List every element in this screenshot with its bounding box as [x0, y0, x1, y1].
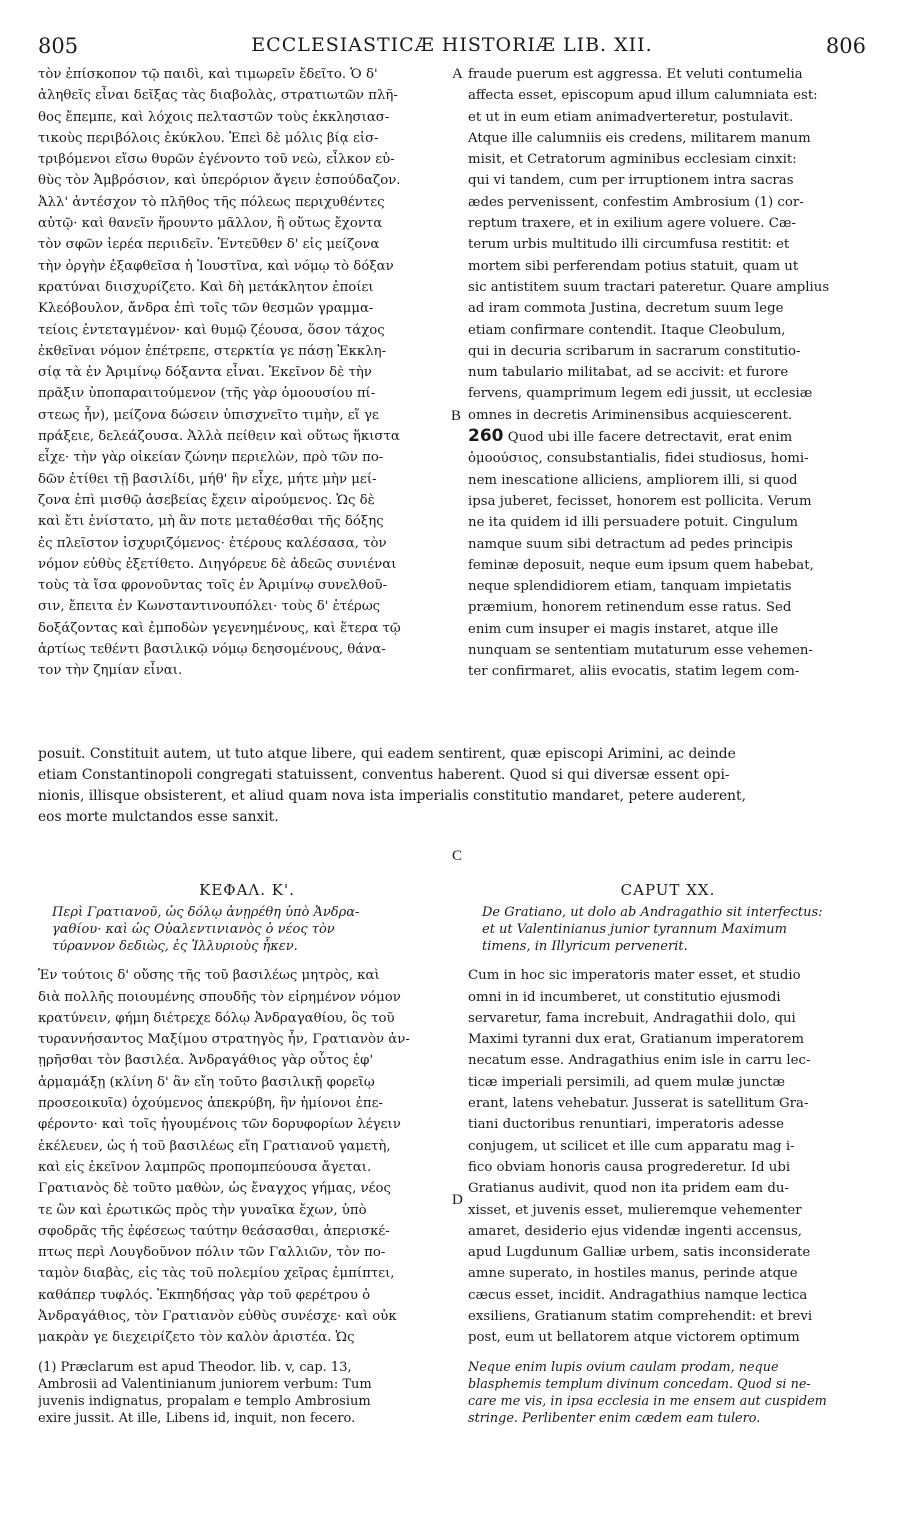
latin-line-text: Quod ubi ille facere detrectavit, erat enim	[507, 430, 793, 446]
latin-line: erant, latens vehebatur. Jusserat is satellitum Gra-	[468, 1096, 809, 1112]
latin-line: num tabulario militabat, ad se accivit: et furore	[468, 365, 789, 381]
footnote-line: juvenis indignatus, propalam e templo Ambrosium	[38, 1393, 371, 1409]
greek-line: Ἀλλ' ἀντέσχον τὸ πλῆθος τῆς πόλεως περιχυθέντες	[38, 194, 385, 210]
greek-line: κρατύναι διισχυρίζετο. Καὶ δὴ μετάκλητον ἐποίει	[38, 279, 374, 295]
greek-line: καθάπερ τυφλός. Ἐκπηδήσας γὰρ τοῦ φερέτρου ὁ	[38, 1287, 371, 1303]
greek-line: ἀρτίως τεθέντι βασιλικῷ νόμῳ δεησομένους, θάνα-	[38, 642, 386, 658]
latin-line: neque splendidiorem etiam, tanquam impietatis	[468, 579, 792, 595]
greek-line: ταμὸν διαβὰς, εἰς τὰς τοῦ πολεμίου χεῖρας ἐμπίπτει,	[38, 1266, 395, 1282]
latin-line: nem inescatione alliciens, ampliorem illi, si quod	[468, 472, 798, 488]
greek-line: νόμον εὐθὺς ἐξετίθετο. Διηγόρευε δὲ ἀδεῶς συνιέναι	[38, 556, 397, 572]
greek-chapter-summary: γαθίου· καὶ ὡς Οὐαλεντινιανὸς ὁ νέος τὸν	[52, 922, 335, 938]
footnote-line: care me vis, in ipsa ecclesia in me ensem aut cuspidem	[468, 1393, 827, 1409]
latin-line: nunquam se sententiam mutaturum esse vehemen-	[468, 643, 813, 659]
greek-line: τὸν σφῶν ἱερέα περιιδεῖν. Ἐντεῦθεν δ' εἰς μείζονα	[38, 237, 380, 253]
greek-line: πρᾶξιν ὑποπαραιτούμενον (τῆς γὰρ ὁμοουσίου πί-	[38, 386, 376, 402]
margin-letter-d: D	[452, 1192, 463, 1208]
latin-chapter	[468, 880, 868, 1427]
spacer	[38, 955, 456, 965]
latin-line: Gratianus audivit, quod non ita pridem eam du-	[468, 1181, 789, 1197]
greek-line: ῃρῆσθαι τὸν βασιλέα. Ἀνδραγάθιος γὰρ οὗτος ἐφ'	[38, 1053, 374, 1069]
latin-line: terum urbis multitudo illi circumfusa restitit: et	[468, 237, 790, 253]
spacer	[468, 1349, 868, 1359]
latin-line: apud Lugdunum Galliæ urbem, satis inconsiderate	[468, 1245, 811, 1261]
full-line: posuit. Constituit autem, ut tuto atque libere, qui eadem sentirent, quæ episcopi Arimini, ac deinde	[38, 746, 736, 762]
latin-line: sic antistitem suum tractari pateretur. Quare amplius	[468, 279, 830, 295]
full-line: nionis, illisque obsisterent, et aliud quam nova ista imperialis constitutio mandaret, petere auderent,	[38, 788, 746, 804]
latin-line: post, eum ut bellatorem atque victorem optimum	[468, 1330, 800, 1346]
running-title: ECCLESIASTICÆ HISTORIÆ LIB. XII.	[251, 34, 653, 56]
latin-line: qui vi tandem, cum per irruptionem intra sacras	[468, 173, 794, 189]
latin-line: ne ita quidem id illi persuadere potuit. Cingulum	[468, 515, 799, 531]
greek-line: Κλεόβουλον, ἄνδρα ἐπὶ τοῖς τῶν θεσμῶν γραμμα-	[38, 301, 374, 317]
greek-line: ἀληθεῖς εἶναι δεῖξας τὰς διαβολὰς, στρατιωτῶν πλῆ-	[38, 88, 398, 104]
latin-line: fervens, quamprimum legem edi jussit, ut ecclesiæ	[468, 386, 813, 402]
latin-line: fraude puerum est aggressa. Et veluti contumelia	[468, 67, 803, 82]
latin-chapter-heading: CAPUT XX.	[620, 881, 716, 899]
greek-line: κρατύνειν, φήμη διέτρεχε δόλῳ Ἀνδραγαθίου, ὃς τοῦ	[38, 1010, 395, 1026]
footnote-line: exire jussit. At ille, Libens id, inquit, non fecero.	[38, 1410, 356, 1426]
greek-line: καὶ ἔτι ἐνίστατο, μὴ ἂν ποτε μεταθέσθαι τῆς δόξης	[38, 514, 384, 530]
latin-full-width-paragraph	[38, 744, 868, 828]
greek-line: ἐκέλευεν, ὡς ἡ τοῦ βασιλέως εἴη Γρατιανοῦ γαμετὴ,	[38, 1138, 391, 1154]
latin-line: Maximi tyranni dux erat, Gratianum imperatorem	[468, 1032, 804, 1048]
margin-letter-c: C	[452, 848, 463, 864]
latin-line: ipsa juberet, fecisset, honorem est pollicita. Verum	[468, 493, 812, 509]
footnote-line: stringe. Perlibenter enim cædem eam tulero.	[468, 1410, 761, 1426]
latin-line: fico obviam honoris causa progrederetur. Id ubi	[468, 1159, 791, 1175]
greek-line: τείοις ἐντεταγμένον· καὶ θυμῷ ζέουσα, ὅσον τάχος	[38, 322, 385, 338]
greek-line: ἐς πλεῖστον ἰσχυριζόμενος· ἑτέρους καλέσασα, τὸν	[38, 535, 387, 551]
greek-line: σφοδρᾶς τῆς ἐφέσεως ταύτην θεάσασθαι, ἀπερισκέ-	[38, 1223, 390, 1239]
greek-line: μακρὰν γε διεχειρίζετο τὸν καλὸν ἀριστέα. Ὡς	[38, 1330, 355, 1346]
greek-line: ζονα ἐπὶ μισθῷ ἀσεβείας ἔχειν αἱρούμενος. Ὡς δὲ	[38, 492, 375, 508]
latin-line: ad iram commota Justina, decretum suum lege	[468, 301, 784, 317]
latin-line: servaretur, fama increbuit, Andragathii dolo, qui	[468, 1010, 796, 1026]
latin-chapter-summary: et ut Valentinianus junior tyrannum Maximum	[482, 922, 787, 938]
latin-chapter-summary: timens, in Illyricum pervenerit.	[482, 939, 688, 955]
latin-line: xisset, et juvenis esset, mulieremque vehementer	[468, 1202, 802, 1218]
greek-chapter-heading: ΚΕΦΑΛ. Κ'.	[199, 881, 295, 899]
latin-line: amaret, desiderio ejus videndæ ingenti accensus,	[468, 1223, 802, 1239]
greek-line: διὰ πολλῆς ποιουμένης σπουδῆς τὸν εἰρημένον νόμον	[38, 989, 401, 1005]
latin-line: amne superato, in hostiles manus, perinde atque	[468, 1266, 798, 1282]
greek-line: τὴν ὀργὴν ἐξαφθεῖσα ἡ Ἰουστῖνα, καὶ νόμῳ τὸ δόξαν	[38, 258, 394, 274]
latin-line: Cum in hoc sic imperatoris mater esset, et studio	[468, 968, 801, 984]
latin-line: reptum traxere, et in exilium agere voluere. Cæ-	[468, 216, 796, 232]
latin-line: ticæ imperiali persimili, ad quem mulæ junctæ	[468, 1074, 786, 1090]
greek-line: ἁρμαμάξῃ (κλίνη δ' ἂν εἴη τοῦτο βασιλικῇ φορεῖῳ	[38, 1074, 375, 1090]
greek-line: αὐτῷ· καὶ θανεῖν ἥρουντο μᾶλλον, ἢ οὕτως ἔχοντα	[38, 216, 383, 232]
greek-line: τυραννήσαντος Μαξίμου στρατηγὸς ἦν, Γρατιανὸν ἀν-	[38, 1032, 410, 1048]
greek-line: εἶχε· τὴν γὰρ οἰκείαν ζώνην περιελὼν, πρὸ τῶν πο-	[38, 450, 384, 466]
greek-line: θος ἔπεμπε, καὶ λόχοις πελταστῶν τοὺς ἐκκλησιασ-	[38, 109, 390, 125]
latin-line: qui in decuria scribarum in sacrarum constitutio-	[468, 343, 801, 359]
full-line: etiam Constantinopoli congregati statuissent, conventus haberent. Quod si qui diversæ essent opi-	[38, 767, 730, 783]
greek-line: θὺς τὸν Ἀμβρόσιον, καὶ ὑπερόριον ἄγειν ἐσπούδαζον.	[38, 173, 401, 189]
latin-line: misit, et Cetratorum agminibus ecclesiam cinxit:	[468, 152, 797, 168]
section-number: 260	[468, 426, 504, 447]
latin-line: etiam confirmare contendit. Itaque Cleobulum,	[468, 322, 786, 338]
greek-line: δοξάζοντας καὶ ἐμποδὼν γεγενημένους, καὶ ἕτερα τῷ	[38, 620, 401, 636]
greek-line: σίᾳ τὰ ἐν Ἀριμίνῳ δόξαντα εἶναι. Ἐκεῖνον δὲ τὴν	[38, 365, 372, 381]
latin-line-numbered	[468, 426, 868, 448]
latin-line: affecta esset, episcopum apud illum calumniata est:	[468, 88, 818, 104]
greek-column-top	[38, 64, 456, 682]
latin-line: feminæ deposuit, neque eum ipsum quem habebat,	[468, 557, 814, 573]
margin-letter-a: A	[452, 66, 463, 82]
page-number-left: 805	[38, 34, 79, 58]
greek-line: πτως περὶ Λουγδοῦνον πόλιν τῶν Γαλλιῶν, τὸν πο-	[38, 1245, 386, 1261]
greek-line: ἐκθεῖναι νόμον ἐπέτρεπε, στερκτία γε πάσῃ Ἐκκλη-	[38, 343, 387, 359]
footnote-line: Ambrosii ad Valentinianum juniorem verbum: Tum	[38, 1376, 372, 1392]
page-number-right: 806	[825, 34, 866, 58]
latin-line: tiani ductoribus renuntiari, imperatoris adesse	[468, 1117, 785, 1133]
latin-line: ter confirmaret, aliis evocatis, statim legem com-	[468, 664, 800, 680]
footnote-line: (1) Præclarum est apud Theodor. lib. v, cap. 13,	[38, 1359, 352, 1375]
latin-line: ὁμοούσιος, consubstantialis, fidei studiosus, homi-	[468, 451, 809, 467]
latin-line: exsiliens, Gratianum statim comprehendit: et brevi	[468, 1309, 813, 1325]
greek-chapter-summary: Περὶ Γρατιανοῦ, ὡς δόλῳ ἀνῃρέθη ὑπὸ Ἀνδρα-	[52, 905, 360, 921]
greek-line: φέροντο· καὶ τοῖς ἡγουμένοις τῶν δορυφορίων λέγειν	[38, 1117, 401, 1133]
page-header	[38, 34, 866, 62]
greek-line: σιν, ἔπειτα ἐν Κωνσταντινουπόλει· τοὺς δ' ἑτέρως	[38, 599, 381, 615]
latin-line: namque suum sibi detractum ad pedes principis	[468, 536, 793, 552]
latin-line: cæcus esset, incidit. Andragathius namque lectica	[468, 1287, 808, 1303]
greek-line: Ἀνδραγάθιος, τὸν Γρατιανὸν εὐθὺς συνέσχε· καὶ οὐκ	[38, 1309, 397, 1325]
latin-line: et ut in eum etiam animadverteretur, postulavit.	[468, 109, 794, 125]
latin-line: mortem sibi perferendam potius statuit, quam ut	[468, 258, 799, 274]
latin-line: omni in id incumberet, ut constitutio ejusmodi	[468, 989, 781, 1005]
greek-line: προσεοικυῖα) ὀχούμενος ἀπεκρύβη, ἣν ἡμίονοι ἐπε-	[38, 1096, 384, 1112]
latin-line: omnes in decretis Ariminensibus acquiescerent.	[468, 407, 793, 423]
margin-letter-b: B	[451, 408, 462, 424]
latin-chapter-summary: De Gratiano, ut dolo ab Andragathio sit interfectus:	[482, 905, 823, 921]
latin-line: conjugem, ut scilicet et ille cum apparatu mag i-	[468, 1138, 795, 1154]
greek-line: τὸν ἐπίσκοπον τῷ παιδὶ, καὶ τιμωρεῖν ἔδεῖτο. Ὁ δ'	[38, 67, 378, 82]
greek-chapter	[38, 880, 456, 1427]
latin-line: ædes pervenissent, confestim Ambrosium (1) cor-	[468, 194, 804, 210]
greek-chapter-summary: τύραννον δεδιὼς, ἐς Ἰλλυριοὺς ἧκεν.	[52, 939, 298, 955]
greek-line: δῶν ἐτίθει τῇ βασιλίδι, μήθ' ἣν εἶχε, μήτε μὴν μεί-	[38, 471, 377, 487]
greek-line: πράξειε, δελεάζουσα. Ἀλλὰ πείθειν καὶ οὕτως ἥκιστα	[38, 429, 400, 445]
greek-line: καὶ εἰς ἐκεῖνον λαμπρῶς προπομπεύουσα ἄγεται.	[38, 1159, 372, 1175]
footnote-line: Neque enim lupis ovium caulam prodam, neque	[468, 1359, 779, 1375]
greek-line: τε ὢν καὶ ἐρωτικῶς πρὸς τὴν γυναῖκα ἔχων, ὑπὸ	[38, 1202, 367, 1218]
latin-line: necatum esse. Andragathius enim isle in carru lec-	[468, 1053, 811, 1069]
full-line: eos morte mulctandos esse sanxit.	[38, 809, 279, 825]
greek-line: Γρατιανὸς δὲ τοῦτο μαθὼν, ὡς ἔναγχος γήμας, νέος	[38, 1181, 391, 1197]
footnote-line: blasphemis templum divinum concedam. Quod si ne-	[468, 1376, 811, 1392]
latin-column-top	[468, 64, 868, 683]
greek-line: στεως ἦν), μείζονα δώσειν ὑπισχνεῖτο τιμὴν, εἴ γε	[38, 407, 379, 423]
greek-line: τοὺς τὰ ἴσα φρονοῦντας τοῖς ἐν Ἀριμίνῳ συνελθοῦ-	[38, 578, 388, 594]
spacer	[38, 1349, 456, 1359]
greek-line: Ἐν τούτοις δ' οὔσης τῆς τοῦ βασιλέως μητρὸς, καὶ	[38, 968, 380, 984]
greek-line: τικοὺς περιβόλοις ἐκύκλου. Ἐπεὶ δὲ μόλις βίᾳ εἰσ-	[38, 130, 379, 146]
latin-line: Atque ille calumniis eis credens, militarem manum	[468, 130, 811, 146]
greek-line: τριβόμενοι εἴσω θυρῶν ἐγένοντο τοῦ νεὼ, εἶλκον εὐ-	[38, 152, 395, 168]
greek-line: τον τὴν ζημίαν εἶναι.	[38, 663, 183, 679]
latin-line: præmium, honorem retinendum esse ratus. Sed	[468, 600, 792, 616]
latin-line: enim cum insuper ei magis instaret, atque ille	[468, 621, 779, 637]
spacer	[468, 955, 868, 965]
